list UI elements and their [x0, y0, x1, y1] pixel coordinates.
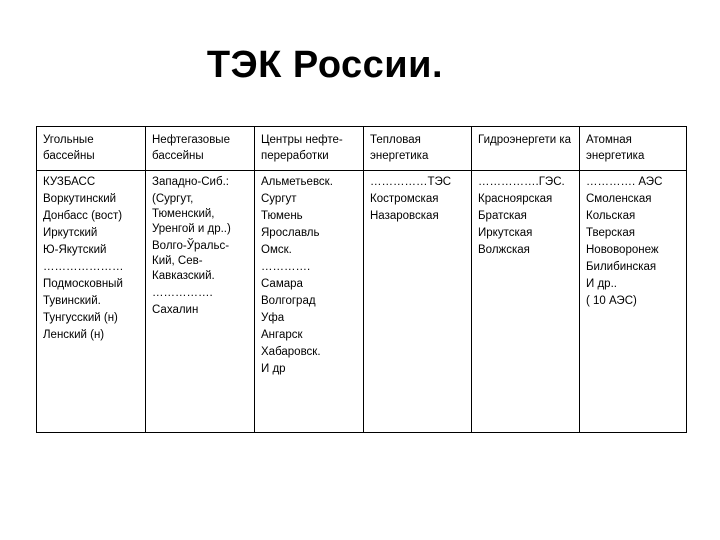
list-item: Волжская [478, 244, 530, 256]
table-row [37, 171, 687, 433]
list-item: Западно-Сиб.: [152, 176, 229, 188]
list-item: Волго-Ўральс- [152, 240, 230, 252]
list-item: Альметьевск. [261, 176, 333, 188]
list-item: ……………. [152, 287, 213, 299]
list-item: Тунгусский (н) [43, 312, 118, 324]
list-item: Сахалин [152, 304, 199, 316]
list-item: Самара [261, 278, 303, 290]
list-item: КУЗБАСС [43, 176, 96, 188]
list-item: Тюменский, [152, 208, 215, 220]
cell-refining-centers [255, 171, 364, 433]
header-thermal-power: Тепловая энергетика [364, 127, 472, 171]
header-coal-basins: Угольные бассейны [37, 127, 146, 171]
list-item: Воркутинский [43, 193, 117, 205]
list-item: Волгоград [261, 295, 316, 307]
list-item: Сургут [261, 193, 297, 205]
page-title: ТЭК России. [206, 44, 444, 86]
list-item: Назаровская [370, 210, 439, 222]
header-refining-centers: Центры нефте-переработки [255, 127, 364, 171]
cell-hydro-power [472, 171, 580, 433]
list-item: Иркутский [43, 227, 98, 239]
list-item: Уренгой и др..) [152, 223, 231, 235]
list-item: Ангарск [261, 329, 303, 341]
list-item: Уфа [261, 312, 285, 324]
list-item: Билибинская [586, 261, 657, 273]
header-nuclear-power: Атомная энергетика [580, 127, 687, 171]
list-item: Красноярская [478, 193, 553, 205]
header-oil-gas-basins: Нефтегазовые бассейны [146, 127, 255, 171]
list-item: Смоленская [586, 193, 652, 205]
list-item: Ленский (н) [43, 329, 105, 341]
list-item: (Сургут, [152, 193, 194, 205]
list-item: Ю-Якутский [43, 244, 107, 256]
list-item: ……………ТЭС [370, 176, 452, 188]
list-item: Иркутская [478, 227, 533, 239]
list-item: Ярославль [261, 227, 320, 239]
table-header-row [37, 127, 687, 171]
list-item: Кий, Сев- [152, 255, 203, 267]
list-item: И др.. [586, 278, 617, 290]
list-item: ( 10 АЭС) [586, 295, 637, 307]
list-item: Тувинский. [43, 295, 101, 307]
list-item: Тверская [586, 227, 635, 239]
list-item: Нововоронеж [586, 244, 659, 256]
list-item: Костромская [370, 193, 439, 205]
cell-thermal-power [364, 171, 472, 433]
list-item: И др [261, 363, 286, 375]
list-item: …………. [261, 261, 311, 273]
list-item: Кавказский. [152, 270, 215, 282]
list-item: Кольская [586, 210, 636, 222]
list-item: …………. АЭС [586, 176, 663, 188]
list-item: Подмосковный [43, 278, 123, 290]
list-item: ………………… [43, 261, 124, 273]
header-hydro-power: Гидроэнергети ка [472, 127, 580, 171]
cell-coal-basins [37, 171, 146, 433]
cell-oil-gas-basins [146, 171, 255, 433]
list-item: Братская [478, 210, 527, 222]
list-item: Хабаровск. [261, 346, 321, 358]
list-item: Омск. [261, 244, 292, 256]
energy-complex-table [36, 126, 687, 433]
list-item: Тюмень [261, 210, 303, 222]
list-item: …………….ГЭС. [478, 176, 565, 188]
list-item: Донбасс (вост) [43, 210, 123, 222]
cell-nuclear-power [580, 171, 687, 433]
